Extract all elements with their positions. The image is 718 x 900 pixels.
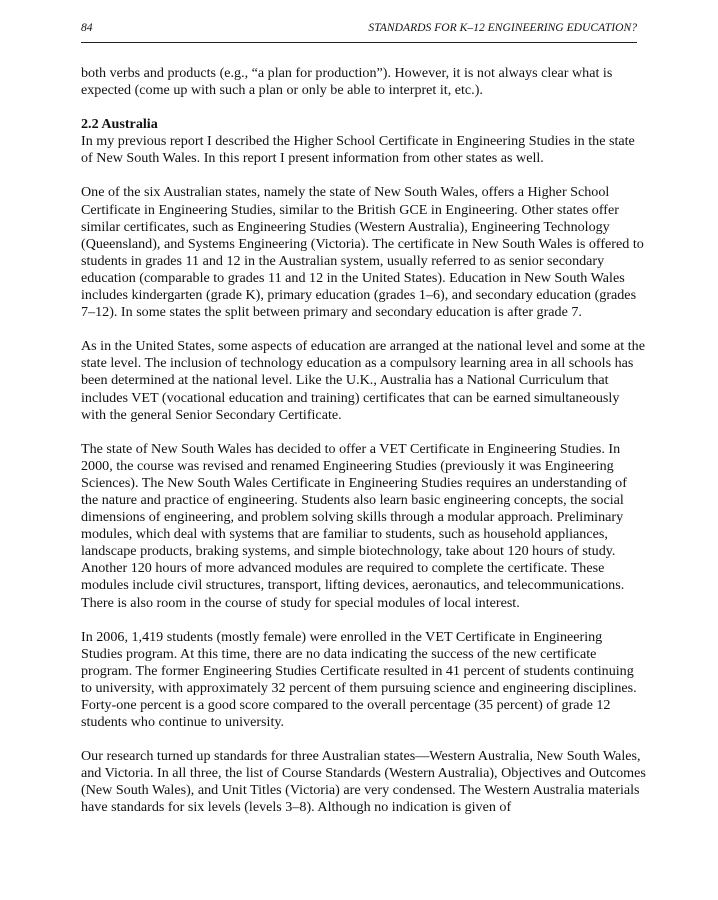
paragraph-2: One of the six Australian states, namely the state of New South Wales, offers a Higher School Certificate in Engineering Studies, similar to the British GCE in Engineering. Other states offer similar certificates, such as Engineering Studies (Western Australia), Engineering Technology (Queensland), and Systems Engineering (Victoria). The certificate in New South Wales is offered to students in grades 11 and 12 in the Australian system, usually referred to as senior secondary education (comparable to grades 11 and 12 in the United States). Education in New South Wales includes kindergarten (grade K), primary education (grades 1–6), and secondary education (grades 7–12). In some states the split between primary and secondary education is after grade 7. — [81, 184, 644, 321]
header-rule — [81, 42, 637, 43]
body-text — [81, 65, 646, 834]
section-heading: 2.2 Australia — [81, 116, 158, 133]
page-number: 84 — [81, 21, 93, 34]
paragraph-3: As in the United States, some aspects of education are arranged at the national level and some at the state level. The inclusion of technology education as a compulsory learning area in all schools has been determined at the national level. Like the U.K., Australia has a National Curriculum that includes VET (vocational education and training) certificates that can be earned simultaneously with the general Senior Secondary Certificate. — [81, 338, 645, 423]
paragraph-continuation: both verbs and products (e.g., “a plan for production”). However, it is not always clear what is expected (come up with such a plan or only be able to interpret it, etc.). — [81, 65, 613, 99]
paragraph-4: The state of New South Wales has decided to offer a VET Certificate in Engineering Studies. In 2000, the course was revised and renamed Engineering Studies (previously it was Engineering Sciences). The New South Wales Certificate in Engineering Studies requires an understanding of the nature and practice of engineering. Students also learn basic engineering concepts, the social dimensions of engineering, and problem solving skills through a modular approach. Preliminary modules, which deal with systems that are familiar to students, such as household appliances, landscape products, braking systems, and simple biotechnology, take about 120 hours of study. Another 120 hours of more advanced modules are required to complete the certificate. These modules include civil structures, transport, lifting devices, aeronautics, and telecommunications. There is also room in the course of study for special modules of local interest. — [81, 440, 627, 611]
paragraph-5: In 2006, 1,419 students (mostly female) were enrolled in the VET Certificate in Engineering Studies program. At this time, there are no data indicating the success of the new certificate program. The former Engineering Studies Certificate resulted in 41 percent of students continuing to university, with approximately 32 percent of them pursuing science and engineering disciplines. Forty-one percent is a good score compared to the overall percentage (35 percent) of grade 12 students who continue to university. — [81, 628, 637, 731]
running-title: STANDARDS FOR K–12 ENGINEERING EDUCATION? — [368, 21, 637, 34]
paragraph-1: In my previous report I described the Higher School Certificate in Engineering Studies in the state of New South Wales. In this report I present information from other states as well. — [81, 133, 635, 167]
paragraph-6: Our research turned up standards for three Australian states—Western Australia, New South Wales, and Victoria. In all three, the list of Course Standards (Western Australia), Objectives and Outcomes (New South Wales), and Unit Titles (Victoria) are very condensed. The Western Australia materials have standards for six levels (levels 3–8). Although no indication is given of — [81, 748, 646, 816]
